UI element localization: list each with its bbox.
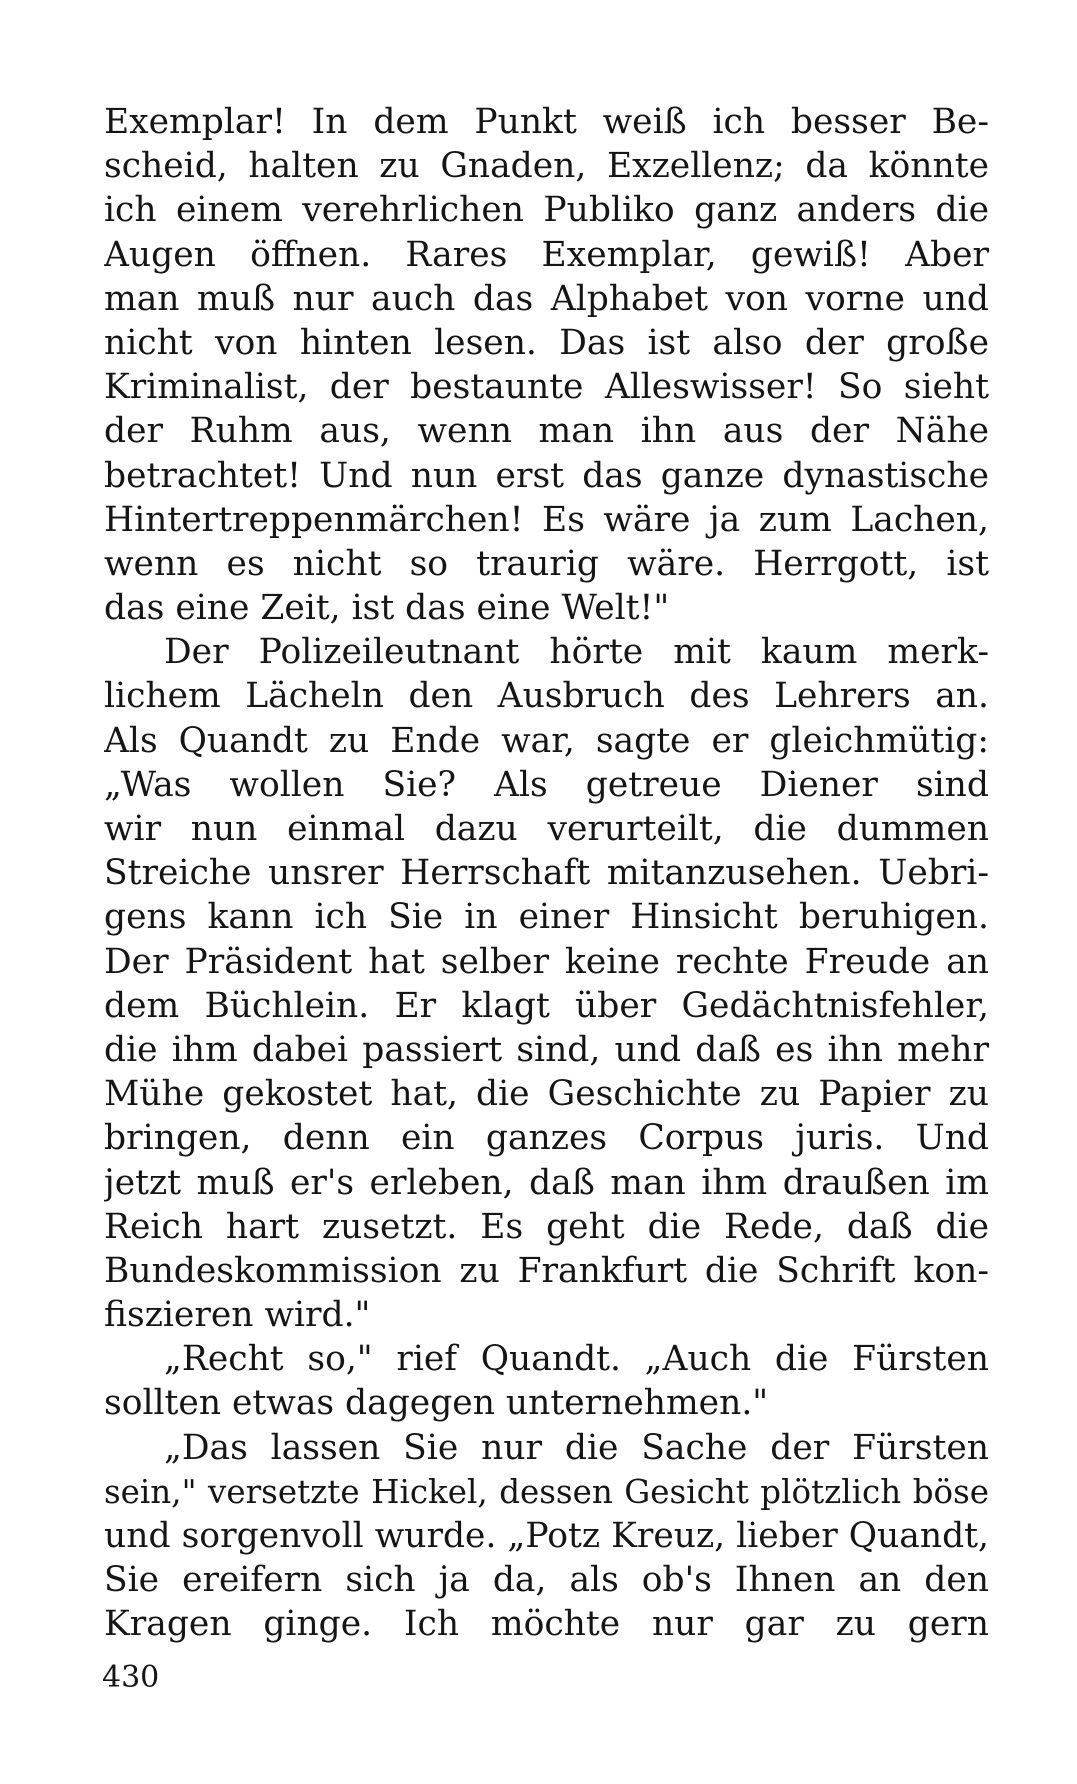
text-line: Hintertreppenmärchen! Es wäre ja zum Lachen,: [104, 499, 989, 540]
text-line: lichem Lächeln den Ausbruch des Lehrers an.: [104, 676, 989, 717]
text-line: Der Polizeileutnant hörte mit kaum merk-: [164, 632, 989, 673]
text-line: Reich hart zusetzt. Es geht die Rede, daß die: [104, 1206, 989, 1247]
text-line: scheid, halten zu Gnaden, Exzellenz; da könnte: [104, 146, 989, 187]
text-line: und sorgenvoll wurde. „Potz Kreuz, lieber Quandt,: [104, 1516, 989, 1556]
text-line: die ihm dabei passiert sind, und daß es ihn mehr: [104, 1029, 989, 1070]
text-line: Sie ereifern sich ja da, als ob's Ihnen an den: [104, 1560, 989, 1601]
text-line: dem Büchlein. Er klagt über Gedächtnisfehler,: [104, 985, 989, 1026]
text-line: gens kann ich Sie in einer Hinsicht beruhigen.: [104, 897, 989, 938]
text-line: Mühe gekostet hat, die Geschichte zu Papier zu: [104, 1074, 989, 1115]
text-line: „Was wollen Sie? Als getreue Diener sind: [104, 764, 989, 805]
text-line: Bundeskommission zu Frankfurt die Schrift kon-: [104, 1250, 989, 1291]
text-line: betrachtet! Und nun erst das ganze dynastische: [104, 455, 989, 496]
text-line: „Recht so," rief Quandt. „Auch die Fürsten: [164, 1339, 989, 1380]
text-line: sollten etwas dagegen unternehmen.": [104, 1383, 769, 1424]
text-line: Der Präsident hat selber keine rechte Freude an: [104, 941, 989, 982]
text-line: sein," versetzte Hickel, dessen Gesicht plötzlich böse: [104, 1472, 989, 1511]
text-line: Kriminalist, der bestaunte Alleswisser! So sieht: [104, 367, 989, 408]
text-line: nicht von hinten lesen. Das ist also der große: [104, 322, 989, 363]
text-line: jetzt muß er's erleben, daß man ihm draußen im: [104, 1162, 989, 1203]
text-line: Als Quandt zu Ende war, sagte er gleichmütig:: [104, 720, 989, 761]
body-text: [104, 100, 989, 1647]
text-line: fiszieren wird.": [104, 1295, 371, 1336]
text-line: der Ruhm aus, wenn man ihn aus der Nähe: [104, 411, 989, 452]
text-line: ich einem verehrlichen Publiko ganz anders die: [104, 190, 989, 231]
text-line: Exemplar! In dem Punkt weiß ich besser Be-: [104, 102, 989, 142]
text-line: Streiche unsrer Herrschaft mitanzusehen. Uebri-: [104, 853, 989, 894]
text-line: „Das lassen Sie nur die Sache der Fürsten: [164, 1427, 989, 1468]
page-number: 430: [102, 1660, 160, 1695]
text-line: Augen öffnen. Rares Exemplar, gewiß! Aber: [104, 234, 989, 275]
text-line: das eine Zeit, ist das eine Welt!": [104, 588, 670, 629]
text-line: bringen, denn ein ganzes Corpus juris. Und: [104, 1118, 989, 1159]
text-line: wenn es nicht so traurig wäre. Herrgott, ist: [104, 543, 989, 584]
text-line: wir nun einmal dazu verurteilt, die dummen: [104, 809, 989, 849]
text-line: Kragen ginge. Ich möchte nur gar zu gern: [104, 1604, 989, 1645]
text-line: man muß nur auch das Alphabet von vorne und: [104, 278, 989, 319]
